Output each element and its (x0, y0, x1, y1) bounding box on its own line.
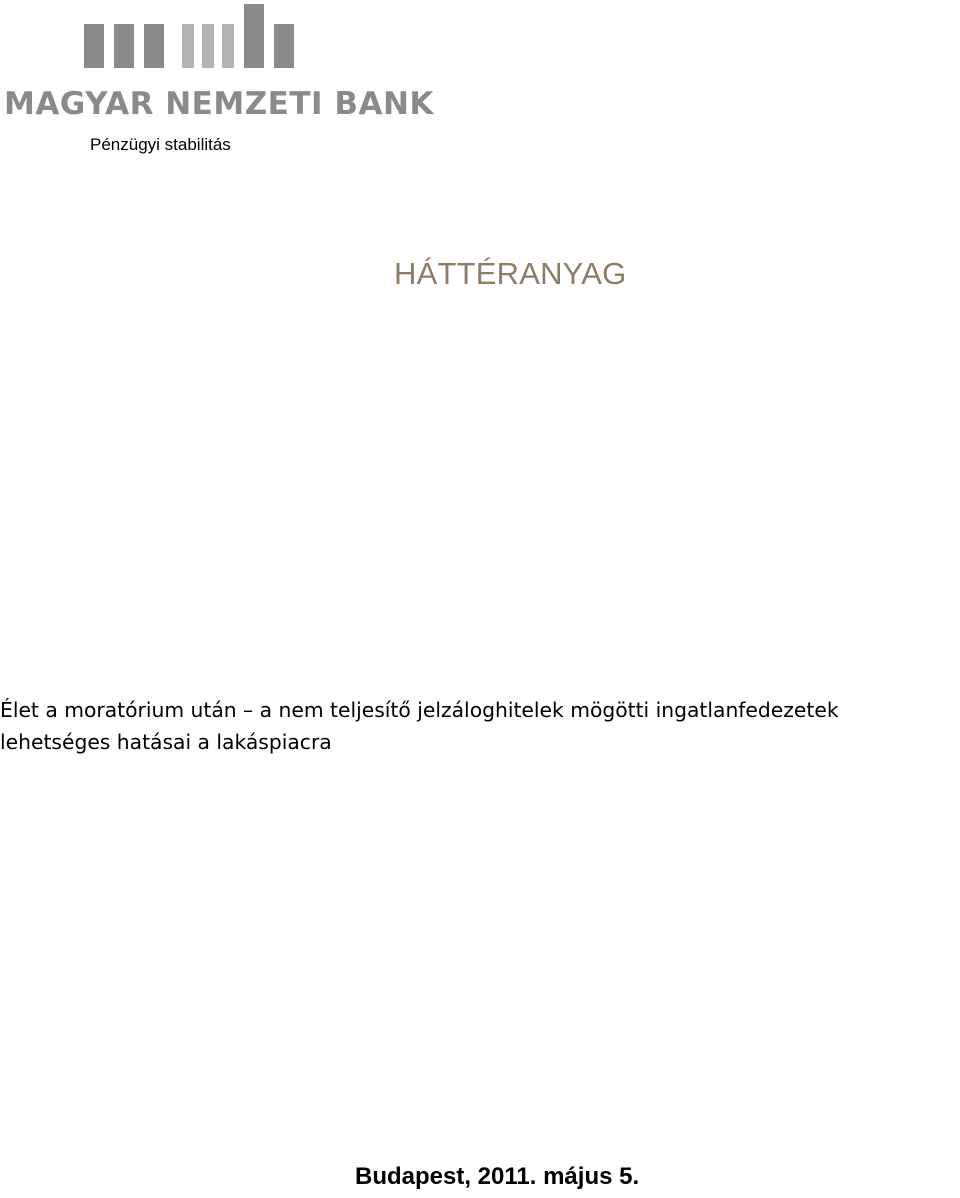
logo-bar-2 (114, 24, 134, 68)
mnb-logo (0, 0, 434, 130)
logo-bar-5 (202, 24, 214, 68)
logo-wordmark: MAGYAR NEMZETI BANK (4, 86, 434, 122)
logo-bars-graphic (84, 0, 304, 72)
logo-bar-3 (144, 24, 164, 68)
document-title-line-1: Élet a moratórium után – a nem teljesítő jelzáloghitelek mögötti ingatlanfedezetek (0, 698, 839, 722)
logo-bar-7 (244, 4, 264, 68)
logo-bar-6 (222, 24, 234, 68)
logo-bar-1 (84, 24, 104, 68)
logo-bar-8 (274, 24, 294, 68)
document-title-line-2: lehetséges hatásai a lakáspiacra (0, 730, 332, 754)
department-label: Pénzügyi stabilitás (90, 135, 231, 154)
document-type-heading: HÁTTÉRANYAG (394, 256, 627, 291)
document-title (0, 694, 960, 758)
logo-bar-4 (182, 24, 194, 68)
place-and-date: Budapest, 2011. május 5. (355, 1163, 640, 1190)
